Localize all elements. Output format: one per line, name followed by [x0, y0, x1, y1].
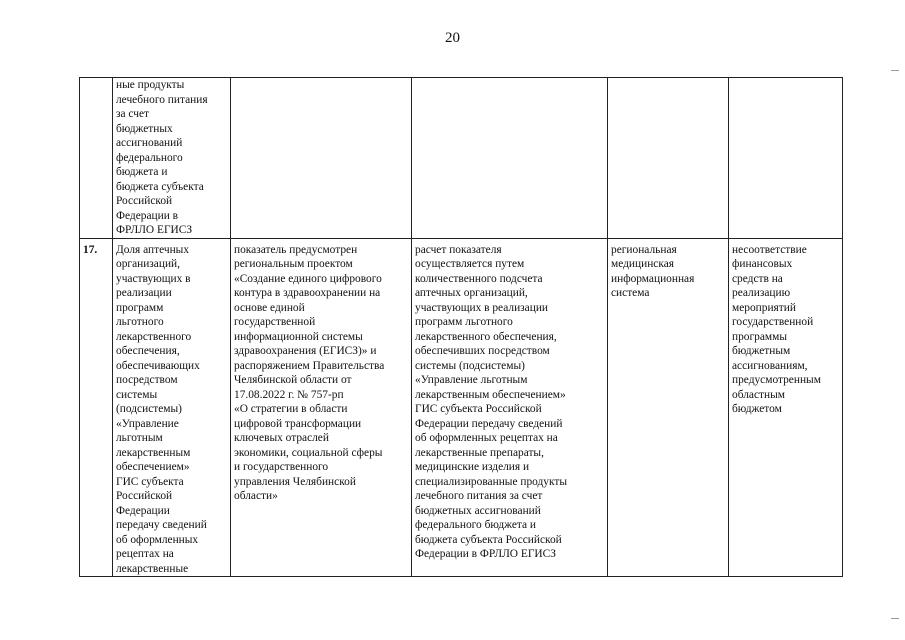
- table-row-continued: [80, 78, 843, 239]
- table-row-17: [80, 238, 843, 577]
- margin-mark-bottom: [891, 618, 899, 619]
- source-cell: [608, 238, 729, 577]
- row-number-cell: [80, 238, 113, 577]
- margin-mark-top: [891, 70, 899, 71]
- basis-cell: [231, 238, 412, 577]
- risks-text: несоответствие финансовых средств на реализацию мероприятий государственной программы бюджетным ассигнованиям, предусмотренным областным бюджетом: [732, 243, 821, 415]
- risks-cell: [729, 238, 843, 577]
- source-text: региональная медицинская информационная система: [611, 243, 695, 299]
- method-cell: [412, 238, 608, 577]
- indicator-name-cell: [113, 238, 231, 577]
- method-text: расчет показателя осуществляется путем количественного подсчета аптечных организаций, участвующих в реализации программ льготного лекарственного обеспечения, обеспечивших посредством системы (подсистемы) «Управление льготным лекарственным обеспечением» ГИС субъекта Российской Федерации передачу сведений об оформленных рецептах на лекарственные препараты, медицинские изделия и специализированные продукты лечебного питания за счет бюджетных ассигнований федерального бюджета и бюджета субъекта Российской Федерации в ФРЛЛО ЕГИСЗ: [415, 243, 568, 560]
- indicator-name-text: ные продукты лечебного питания за счет бюджетных ассигнований федерального бюджета и бюджета субъекта Российской Федерации в ФРЛЛО ЕГИСЗ: [116, 79, 208, 236]
- basis-cell: [231, 78, 412, 239]
- risks-cell: [729, 78, 843, 239]
- indicators-table: [79, 77, 843, 577]
- source-cell: [608, 78, 729, 239]
- row-number-cell: [80, 78, 113, 239]
- indicator-name-text: Доля аптечных организаций, участвующих в реализации программ льготного лекарственного обеспечения, обеспечивающих посредством системы (подсистемы) «Управление льготным лекарственным обеспечением» ГИС субъекта Российской Федерации передачу сведений об оформленных рецептах на лекарственные: [116, 243, 207, 575]
- basis-text: показатель предусмотрен региональным проектом «Создание единого цифрового контура в здравоохранении на основе единой государственной информационной системы здравоохранения (ЕГИСЗ)» и распоряжением Правительства Челябинской области от 17.08.2022 г. № 757-рп «О стратегии в области цифровой трансформации ключевых отраслей экономики, социальной сферы и государственного управления Челябинской области»: [234, 243, 385, 502]
- row-number-text: 17.: [83, 243, 98, 256]
- method-cell: [412, 78, 608, 239]
- page-number: 20: [445, 30, 460, 46]
- indicator-name-cell: [113, 78, 231, 239]
